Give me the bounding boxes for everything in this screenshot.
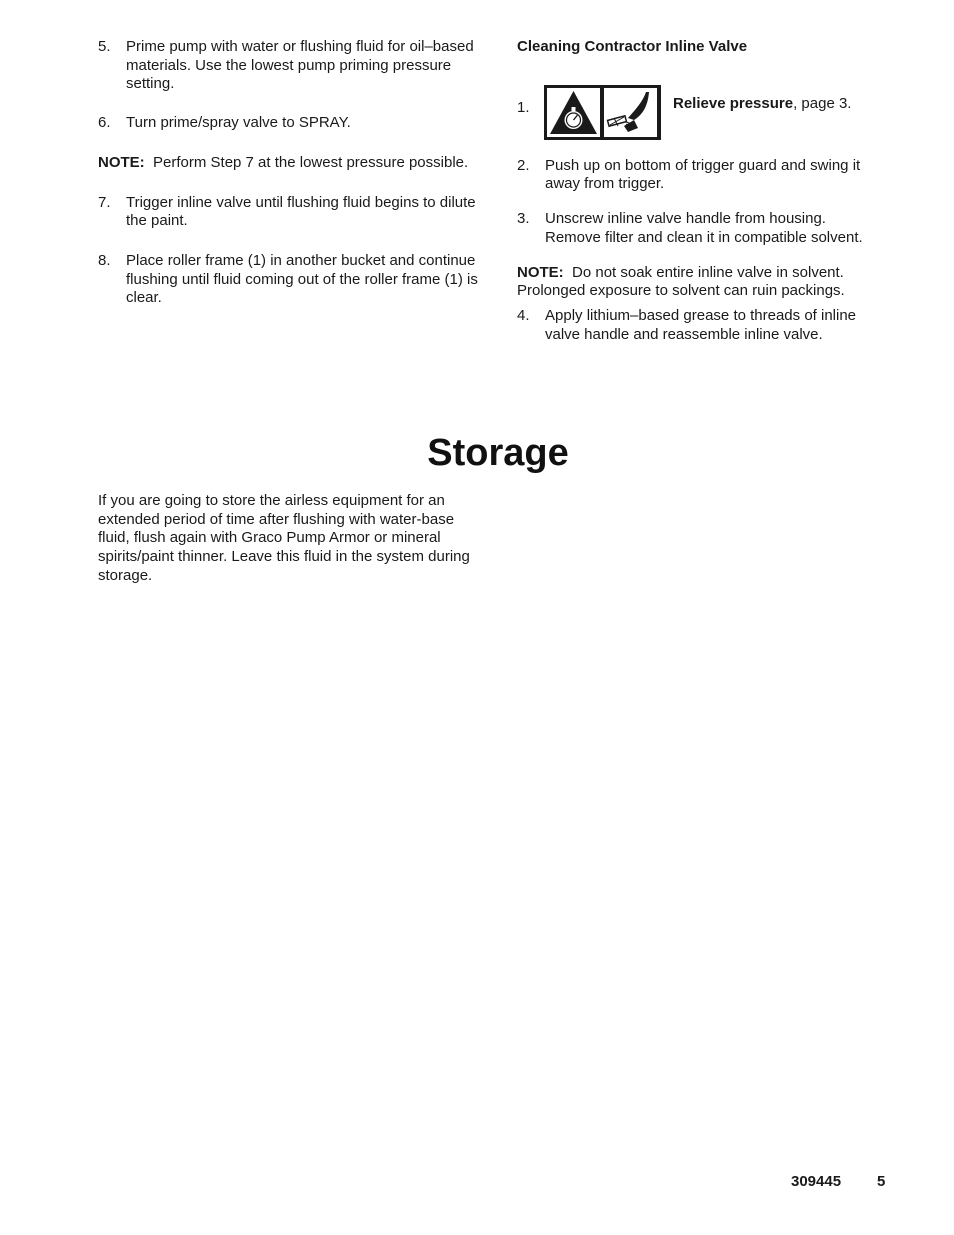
note-text: Do not soak entire inline valve in solvent. Prolonged exposure to solvent can ruin packings. bbox=[517, 263, 845, 300]
step-number: 5. bbox=[98, 38, 111, 55]
note-solvent bbox=[517, 264, 879, 301]
step-6 bbox=[98, 114, 482, 133]
note-step-7 bbox=[98, 154, 482, 173]
page-reference: , page 3. bbox=[793, 94, 852, 112]
step-1 bbox=[517, 57, 879, 115]
note-label: NOTE: bbox=[98, 153, 145, 171]
step-text: Unscrew inline valve handle from housing. Remove filter and clean it in compatible solvent. bbox=[545, 210, 863, 246]
step-7 bbox=[98, 194, 482, 231]
step-number: 2. bbox=[517, 156, 530, 174]
step-text: Trigger inline valve until flushing fluid begins to dilute the paint. bbox=[126, 193, 476, 230]
document-number: 309445 bbox=[791, 1173, 842, 1190]
step-text bbox=[673, 95, 851, 114]
pressure-gauge-warning-icon bbox=[547, 88, 600, 137]
note-label: NOTE: bbox=[517, 263, 564, 281]
right-column bbox=[517, 38, 879, 344]
page-number: 5 bbox=[877, 1173, 886, 1190]
step-number: 1. bbox=[517, 98, 530, 116]
step-3 bbox=[517, 210, 879, 247]
step-8 bbox=[98, 252, 482, 308]
step-5 bbox=[98, 38, 482, 94]
relieve-pressure-label: Relieve pressure bbox=[673, 94, 794, 112]
step-number: 7. bbox=[98, 193, 111, 211]
note-text: Perform Step 7 at the lowest pressure possible. bbox=[153, 153, 469, 171]
section-title: Storage bbox=[427, 432, 569, 474]
step-text: Prime pump with water or flushing fluid for oil–based materials. Use the lowest pump priming pressure setting. bbox=[126, 38, 474, 93]
step-4 bbox=[517, 307, 879, 344]
step-text: Push up on bottom of trigger guard and swing it away from trigger. bbox=[545, 156, 861, 193]
step-number: 8. bbox=[98, 251, 111, 269]
storage-paragraph: If you are going to store the airless equipment for an extended period of time after flushing with water-base fluid, flush again with Graco Pump Armor or mineral spirits/paint thinner. Leave this fluid in the system during storage. bbox=[98, 492, 470, 584]
step-text: Turn prime/spray valve to SPRAY. bbox=[126, 114, 351, 132]
warning-symbols bbox=[544, 85, 661, 140]
step-text: Apply lithium–based grease to threads of inline valve handle and reassemble inline valve. bbox=[545, 306, 857, 343]
step-2 bbox=[517, 157, 879, 194]
skin-injection-hazard-icon bbox=[604, 88, 657, 137]
step-text: Place roller frame (1) in another bucket and continue flushing until fluid coming out of the roller frame (1) is clear. bbox=[126, 251, 478, 307]
step-number: 4. bbox=[517, 306, 530, 324]
section-heading: Cleaning Contractor Inline Valve bbox=[517, 38, 748, 55]
step-number: 6. bbox=[98, 114, 111, 132]
left-column bbox=[98, 38, 482, 308]
step-number: 3. bbox=[517, 210, 530, 228]
